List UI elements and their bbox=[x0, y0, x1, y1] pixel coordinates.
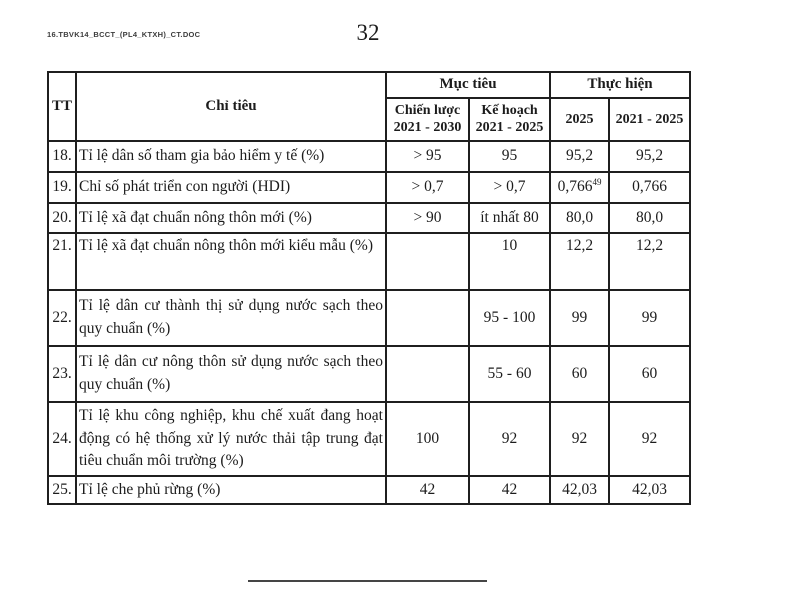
table-row bbox=[48, 346, 690, 402]
footnote-ref: 49 bbox=[592, 176, 602, 187]
row-number-cell: 25. bbox=[48, 476, 76, 504]
strategy-target-cell bbox=[386, 346, 469, 402]
plan-target-cell: 95 bbox=[469, 141, 550, 172]
row-number-cell: 23. bbox=[48, 346, 76, 402]
plan-target-cell: ít nhất 80 bbox=[469, 203, 550, 233]
plan-target-cell: > 0,7 bbox=[469, 172, 550, 203]
row-number-cell: 19. bbox=[48, 172, 76, 203]
indicator-name-cell: Tỉ lệ dân số tham gia bảo hiểm y tế (%) bbox=[76, 141, 386, 172]
result-2025-cell: 60 bbox=[550, 346, 609, 402]
row-number-cell: 18. bbox=[48, 141, 76, 172]
table-row bbox=[48, 172, 690, 203]
strategy-target-cell bbox=[386, 233, 469, 290]
header-chien-luoc: Chiến lược 2021 - 2030 bbox=[386, 98, 469, 141]
result-2021-2025-cell: 0,766 bbox=[609, 172, 690, 203]
result-2025-cell: 42,03 bbox=[550, 476, 609, 504]
indicator-name-cell: Tỉ lệ che phủ rừng (%) bbox=[76, 476, 386, 504]
table-row bbox=[48, 476, 690, 504]
row-number-cell: 22. bbox=[48, 290, 76, 346]
result-2025-value: 0,766 bbox=[557, 178, 593, 196]
indicator-name-cell: Tỉ lệ khu công nghiệp, khu chế xuất đang hoạt động có hệ thống xử lý nước thải tập trung đạt tiêu chuẩn môi trường (%) bbox=[76, 402, 386, 476]
table-row bbox=[48, 141, 690, 172]
header-chi-tieu: Chỉ tiêu bbox=[76, 72, 386, 141]
indicator-name-cell: Tỉ lệ xã đạt chuẩn nông thôn mới (%) bbox=[76, 203, 386, 233]
strategy-target-cell: 42 bbox=[386, 476, 469, 504]
plan-target-cell: 92 bbox=[469, 402, 550, 476]
header-2021-2025: 2021 - 2025 bbox=[609, 98, 690, 141]
header-muc-tieu: Mục tiêu bbox=[386, 72, 550, 98]
header-tt: TT bbox=[48, 72, 76, 141]
result-2025-cell: 95,2 bbox=[550, 141, 609, 172]
result-2021-2025-cell: 42,03 bbox=[609, 476, 690, 504]
plan-target-cell: 55 - 60 bbox=[469, 346, 550, 402]
result-2025-cell: 80,0 bbox=[550, 203, 609, 233]
result-2025-cell: 12,2 bbox=[550, 233, 609, 290]
table-row bbox=[48, 402, 690, 476]
table-row bbox=[48, 290, 690, 346]
result-2021-2025-cell: 92 bbox=[609, 402, 690, 476]
row-number-cell: 24. bbox=[48, 402, 76, 476]
result-2025-cell: 99 bbox=[550, 290, 609, 346]
strategy-target-cell: > 90 bbox=[386, 203, 469, 233]
indicator-name-cell: Tỉ lệ dân cư nông thôn sử dụng nước sạch theo quy chuẩn (%) bbox=[76, 346, 386, 402]
row-number-cell: 20. bbox=[48, 203, 76, 233]
result-2021-2025-cell: 12,2 bbox=[609, 233, 690, 290]
header-2025: 2025 bbox=[550, 98, 609, 141]
result-2021-2025-cell: 99 bbox=[609, 290, 690, 346]
table-header-row-groups bbox=[48, 72, 690, 98]
plan-target-cell: 42 bbox=[469, 476, 550, 504]
result-2025-cell bbox=[550, 172, 609, 203]
result-2025-cell: 92 bbox=[550, 402, 609, 476]
indicator-name-cell: Tỉ lệ dân cư thành thị sử dụng nước sạch theo quy chuẩn (%) bbox=[76, 290, 386, 346]
strategy-target-cell bbox=[386, 290, 469, 346]
result-2021-2025-cell: 80,0 bbox=[609, 203, 690, 233]
strategy-target-cell: 100 bbox=[386, 402, 469, 476]
indicator-name-cell: Tỉ lệ xã đạt chuẩn nông thôn mới kiểu mẫu (%) bbox=[76, 233, 386, 290]
plan-target-cell: 95 - 100 bbox=[469, 290, 550, 346]
page-number: 32 bbox=[356, 20, 380, 45]
row-number-cell: 21. bbox=[48, 233, 76, 290]
header-thuc-hien: Thực hiện bbox=[550, 72, 690, 98]
header-ke-hoach: Kế hoạch 2021 - 2025 bbox=[469, 98, 550, 141]
table-row bbox=[48, 233, 690, 290]
table-row bbox=[48, 203, 690, 233]
document-filename: 16.TBVK14_BCCT_(PL4_KTXH)_CT.DOC bbox=[47, 30, 201, 39]
strategy-target-cell: > 0,7 bbox=[386, 172, 469, 203]
result-2021-2025-cell: 60 bbox=[609, 346, 690, 402]
footnote-separator-line bbox=[248, 580, 487, 582]
indicator-name-cell: Chỉ số phát triển con người (HDI) bbox=[76, 172, 386, 203]
result-2021-2025-cell: 95,2 bbox=[609, 141, 690, 172]
indicators-table bbox=[47, 71, 691, 505]
plan-target-cell: 10 bbox=[469, 233, 550, 290]
strategy-target-cell: > 95 bbox=[386, 141, 469, 172]
